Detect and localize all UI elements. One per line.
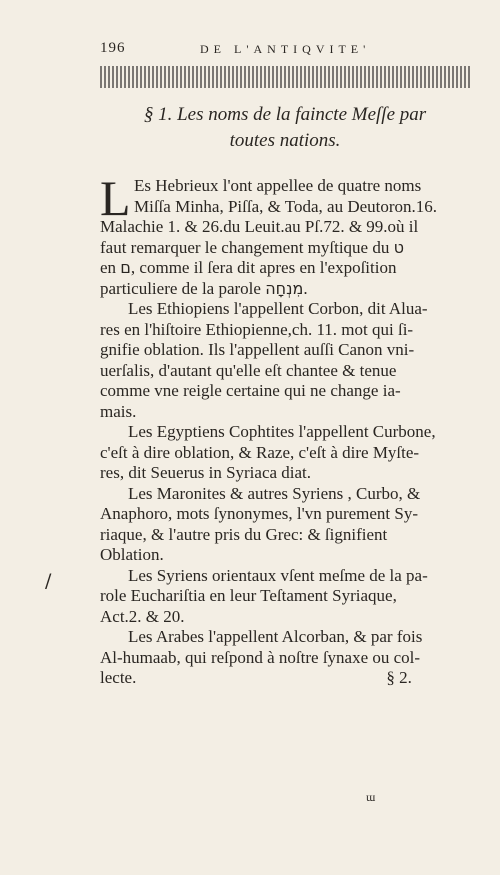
text-line: role Euchariſtia en leur Teſtament Syriaque, [100,586,397,605]
text-line: mais. [100,401,137,421]
text-line: Les Syriens orientaux vſent meſme de la pa- [128,565,428,585]
running-head: DE L'ANTIQVITE' [200,42,371,56]
text-line: Oblation. [100,545,164,564]
text-line: res, dit Seuerus in Syriaca diat. [100,463,312,482]
hebrew-word: מִנְחָה [265,278,304,298]
text-line: comme vne reigle certaine qui ne change ia- [100,381,401,400]
title-line-2: toutes nations. [229,130,341,151]
text-line: Miſſa Minha, Piſſa, & Toda, au Deutoron.16. [134,196,438,216]
text-line: gnifie oblation. Ils l'appellent auſſi Canon vni- [100,340,415,359]
text-line: Les Egyptiens Cophtites l'appellent Curbone, [128,422,436,441]
ornament-band [100,66,470,88]
text-line: en ם, comme il ſera dit apres en l'expoſition [100,258,397,277]
text-line: uerſalis, d'autant qu'elle eſt chantee & tenue [100,360,397,380]
text-line: res en l'hiſtoire Ethiopienne,ch. 11. mot qui ſi- [100,319,414,339]
title-line-1: § 1. Les noms de la faincte Meſſe par [143,104,427,125]
hebrew-letter: ם [120,258,131,277]
text-line: Malachie 1. & 26.du Leuit.au Pſ.72. & 99.où il [100,217,419,236]
text-line: Les Ethiopiens l'appellent Corbon, dit Alua- [128,299,428,318]
text-line: Anaphoro, mots ſynonymes, l'vn purement Sy- [100,504,419,523]
margin-mark: / [45,570,52,592]
footer-mark: ɯ [366,790,376,804]
text-line: riaque, & l'autre pris du Grec: & ſignifient [100,524,388,544]
section-title [100,102,470,160]
catchword: § 2. [386,668,412,687]
text-line: faut remarquer le changement myſtique du ט [100,237,404,257]
header [100,40,470,60]
body-text [100,170,485,689]
text-line: c'eſt à dire oblation, & Raze, c'eſt à dire Myſte- [100,442,420,462]
text-line: Act.2. & 20. [100,606,185,626]
page-number: 196 [100,40,126,56]
dropcap: L [100,170,131,226]
text-line: Al-humaab, qui reſpond à noſtre ſynaxe ou col- [100,647,421,667]
hebrew-letter: ט [393,237,404,257]
text-line: Les Maronites & autres Syriens , Curbo, & [128,483,421,503]
text-line: particuliere de la parole מִנְחָה. [100,278,308,298]
text-line: Les Arabes l'appellent Alcorban, & par fois [128,627,423,646]
text-line: Es Hebrieux l'ont appellee de quatre noms [134,176,422,195]
text-line: lecte. § 2. [100,668,412,687]
